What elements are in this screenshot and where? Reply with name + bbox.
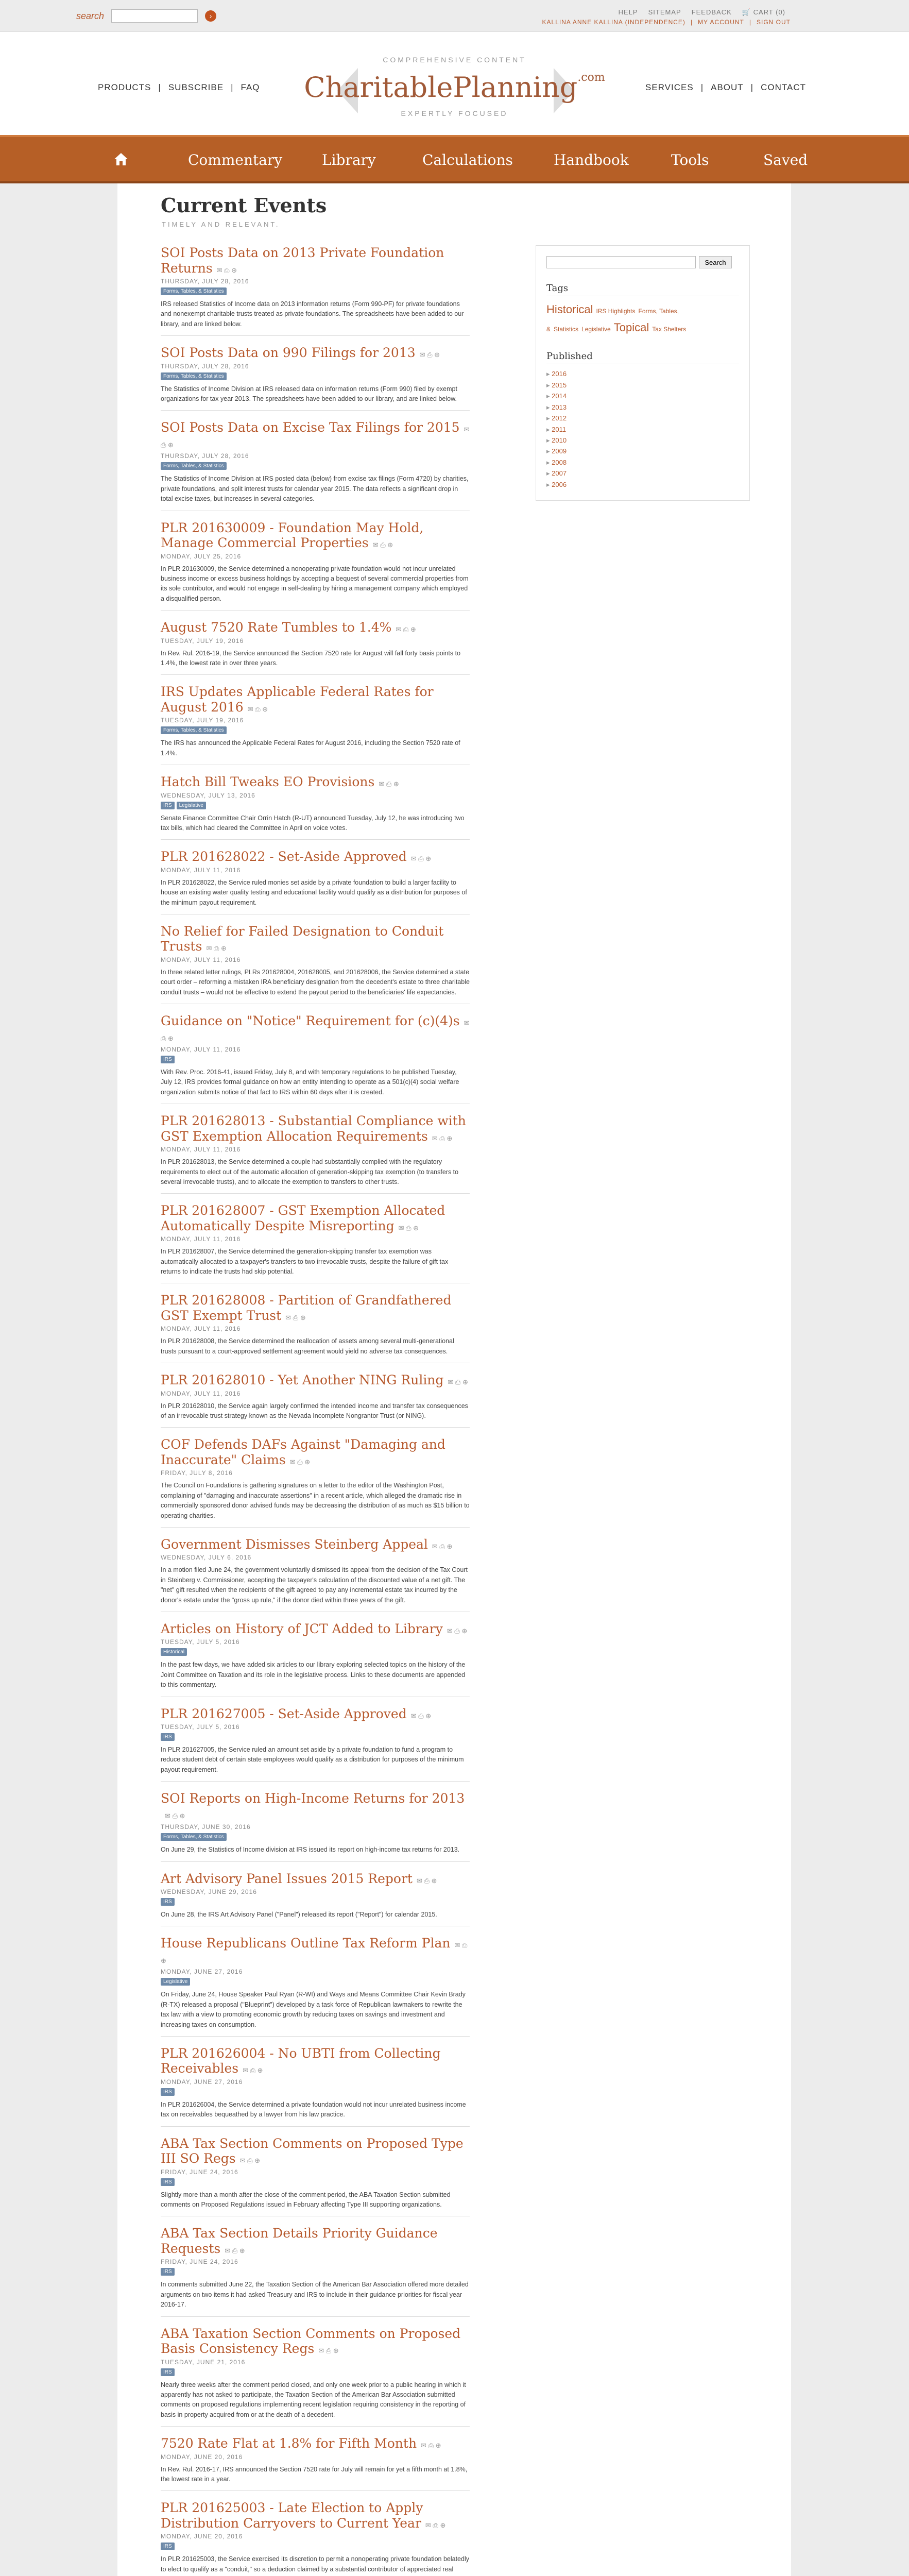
share-icons[interactable]: ✉ ⎙ ⊕: [161, 1019, 470, 1042]
published-year-link[interactable]: ▸ 2011: [546, 424, 739, 435]
article-list: [161, 245, 470, 2576]
share-icons[interactable]: ✉ ⎙ ⊕: [416, 1876, 437, 1885]
top-utility-bar: [0, 0, 909, 32]
article-title-text: COF Defends DAFs Against "Damaging and Inaccurate" Claims: [161, 1437, 445, 1467]
article-title[interactable]: [161, 520, 470, 551]
article-title-text: PLR 201628007 - GST Exemption Allocated Automatically Despite Misreporting: [161, 1203, 445, 1233]
feedback-link[interactable]: FEEDBACK: [691, 8, 732, 16]
article-tags: [161, 462, 470, 470]
share-icons[interactable]: ✉ ⎙ ⊕: [243, 2066, 263, 2075]
article-tag[interactable]: Legislative: [161, 1978, 190, 1986]
article-summary: The IRS has announced the Applicable Federal Rates for August 2016, including the Section 7520 rate of 1.4%.: [161, 739, 460, 757]
share-icons[interactable]: ✉ ⎙ ⊕: [372, 541, 393, 549]
article-item: [161, 1621, 470, 1697]
search-go-button[interactable]: [205, 10, 216, 22]
article-tags: [161, 2088, 470, 2096]
article-summary: In PLR 201628010, the Service again largely confirmed the intended income and transfer tax consequences of an irrevocable trust strategy known as the Nevada Incomplete Nongrantor Trust (or NING).: [161, 1402, 468, 1419]
article-title-text: Articles on History of JCT Added to Library: [161, 1621, 443, 1636]
article-title[interactable]: [161, 1437, 470, 1467]
my-account-link[interactable]: MY ACCOUNT: [698, 19, 744, 26]
article-summary: On June 28, the IRS Art Advisory Panel ("Panel") released its report ("Report") for calendar 2015.: [161, 1911, 437, 1918]
cart-icon: 🛒: [742, 8, 753, 16]
article-tag[interactable]: IRS: [161, 1056, 175, 1063]
search-label: search: [76, 10, 105, 21]
article-summary: In PLR 201625003, the Service exercised its discretion to permit a nonoperating private foundation belatedly to elect to qualify as a "conduit," so a deduction claimed by a substantial contributor of appreciated real: [161, 2555, 469, 2573]
article-tag[interactable]: Forms, Tables, & Statistics: [161, 1833, 227, 1841]
article-title[interactable]: [161, 849, 470, 865]
article-date: TUESDAY, JULY 5, 2016: [161, 1638, 240, 1646]
article-date: FRIDAY, JUNE 24, 2016: [161, 2258, 238, 2266]
share-icons[interactable]: ✉ ⎙ ⊕: [432, 1134, 453, 1142]
article-summary: Nearly three weeks after the comment period closed, and only one week prior to a public hearing in which it apparently has not asked to participate, the Taxation Section of the American Bar Association submitted comments on proposed regulations implementing recent legislation requiring consistency in the reporting of basis in property acquired from or at the death of a decedent.: [161, 2381, 466, 2418]
article-date: WEDNESDAY, JUNE 29, 2016: [161, 1888, 257, 1895]
article-title[interactable]: [161, 1113, 470, 1144]
site-header: [0, 32, 909, 135]
article-summary: In PLR 201628013, the Service determined a couple had substantially complied with the regulatory requirements to elect out of the automatic allocation of generation-skipping tax exemption (to transfers to several irrevocable trusts), and to allocate the exemption to transfers to other trusts.: [161, 1158, 459, 1185]
share-icons[interactable]: ✉ ⎙ ⊕: [161, 426, 470, 449]
share-icons[interactable]: ✉ ⎙ ⊕: [318, 2347, 339, 2354]
utility-links: [619, 8, 785, 16]
article-title-text: PLR 201628013 - Substantial Compliance with GST Exemption Allocation Requirements: [161, 1113, 466, 1144]
article-title-text: SOI Reports on High-Income Returns for 2013: [161, 1791, 465, 1806]
article-item: [161, 2500, 470, 2576]
article-tags: [161, 2368, 470, 2376]
article-date: MONDAY, JUNE 27, 2016: [161, 2078, 243, 2086]
article-tags: [161, 2543, 470, 2550]
article-date: MONDAY, JUNE 27, 2016: [161, 1968, 243, 1976]
article-summary: The Statistics of Income Division at IRS posted data (below) from excise tax filings (Form 4720) by charities, private foundations, and split interest trusts for calendar year 2015. The data reflects a significant drop in total excise taxes, but increases in several categories.: [161, 475, 469, 503]
article-title-text: IRS Updates Applicable Federal Rates for August 2016: [161, 684, 434, 715]
published-years: [546, 368, 739, 490]
tag-cloud: [546, 300, 739, 336]
nav-subscribe[interactable]: SUBSCRIBE: [168, 82, 224, 92]
article-title-text: SOI Posts Data on 2013 Private Foundation Returns: [161, 245, 444, 276]
tag-cloud-item[interactable]: Historical: [546, 303, 593, 316]
article-title-text: SOI Posts Data on Excise Tax Filings for 2015: [161, 420, 460, 435]
sidebar-search-input[interactable]: [546, 256, 696, 268]
tag-cloud-item[interactable]: Forms, Tables, &: [546, 308, 679, 333]
article-title-text: 7520 Rate Flat at 1.8% for Fifth Month: [161, 2436, 417, 2451]
article-date: THURSDAY, JULY 28, 2016: [161, 278, 249, 285]
article-tags: [161, 1733, 470, 1741]
article-date: MONDAY, JULY 11, 2016: [161, 1046, 241, 1053]
article-title-text: PLR 201628010 - Yet Another NING Ruling: [161, 1372, 444, 1388]
nav-faq[interactable]: FAQ: [241, 82, 260, 92]
article-title[interactable]: [161, 345, 470, 361]
cart-label: CART (0): [753, 8, 785, 16]
nav-library[interactable]: Library: [322, 151, 376, 168]
article-item: [161, 2136, 470, 2217]
nav-contact[interactable]: CONTACT: [761, 82, 806, 92]
article-item: [161, 420, 470, 511]
article-item: [161, 1871, 470, 1927]
article-tags: [161, 372, 470, 380]
article-summary: In comments submitted June 22, the Taxation Section of the American Bar Association offered more detailed arguments on two items it had asked Treasury and IRS to include in their guidance priorities for fiscal year 2016-17.: [161, 2281, 469, 2309]
article-item: [161, 1013, 470, 1104]
article-title-text: August 7520 Rate Tumbles to 1.4%: [161, 620, 392, 635]
user-links: [542, 19, 791, 26]
article-title-text: PLR 201628022 - Set-Aside Approved: [161, 849, 407, 865]
share-icons[interactable]: ✉ ⎙ ⊕: [447, 1626, 468, 1635]
article-title-text: PLR 201625003 - Late Election to Apply Distribution Carryovers to Current Year: [161, 2500, 423, 2531]
sign-out-link[interactable]: SIGN OUT: [756, 19, 791, 26]
article-tags: [161, 1898, 470, 1906]
article-date: WEDNESDAY, JULY 6, 2016: [161, 1554, 252, 1562]
share-icons[interactable]: ✉ ⎙ ⊕: [165, 1811, 185, 1820]
user-name-link[interactable]: KALLINA ANNE KALLINA (INDEPENDENCE): [542, 19, 685, 26]
article-tags: [161, 1056, 470, 1063]
article-tag[interactable]: IRS: [161, 802, 175, 809]
article-title-text: PLR 201627005 - Set-Aside Approved: [161, 1706, 407, 1721]
article-title-text: Hatch Bill Tweaks EO Provisions: [161, 774, 375, 789]
sidebar: [536, 245, 750, 501]
article-summary: In PLR 201628022, the Service ruled monies set aside by a private foundation to build a larger facility to house an existing water quality testing and educational facility would qualify as a distribution for purposes of the minimum payout requirement.: [161, 878, 467, 906]
article-item: [161, 245, 470, 336]
article-item: [161, 345, 470, 411]
article-tag[interactable]: Forms, Tables, & Statistics: [161, 462, 227, 470]
page-title: Current Events: [161, 194, 327, 217]
article-summary: In PLR 201626004, the Service determined a private foundation would not incur unrelated business income tax on receivables bequeathed by a lawyer from his law practice.: [161, 2100, 466, 2119]
main-navigation: [0, 135, 909, 183]
share-icons[interactable]: ✉ ⎙ ⊕: [206, 944, 227, 953]
tag-cloud-item[interactable]: Legislative: [581, 326, 611, 333]
article-date: MONDAY, JULY 11, 2016: [161, 866, 241, 874]
article-title[interactable]: [161, 2226, 470, 2256]
article-tag[interactable]: Forms, Tables, & Statistics: [161, 726, 227, 734]
article-date: THURSDAY, JULY 28, 2016: [161, 452, 249, 460]
nav-services[interactable]: SERVICES: [645, 82, 694, 92]
published-year-link[interactable]: ▸ 2015: [546, 380, 739, 391]
share-icons[interactable]: ✉ ⎙ ⊕: [425, 2521, 446, 2529]
article-date: TUESDAY, JULY 5, 2016: [161, 1723, 240, 1731]
article-tag[interactable]: IRS: [161, 2368, 175, 2376]
article-item: [161, 849, 470, 914]
article-title-text: Guidance on "Notice" Requirement for (c)(4)s: [161, 1013, 460, 1028]
tags-heading: Tags: [546, 283, 739, 296]
article-summary: In PLR 201628007, the Service determined the generation-skipping transfer tax exemption was automatically allocated to a taxpayer's transfers to two irrevocable trusts, despite the failure of gift tax returns to indicate the trusts had skip potential.: [161, 1248, 449, 1275]
published-heading: Published: [546, 351, 739, 364]
article-date: TUESDAY, JULY 19, 2016: [161, 717, 244, 724]
article-item: [161, 1936, 470, 2037]
separator: |: [690, 19, 693, 26]
tag-cloud-item[interactable]: Statistics: [554, 326, 579, 333]
nav-tools[interactable]: Tools: [671, 151, 709, 168]
separator: |: [700, 82, 704, 92]
article-tags: [161, 1978, 470, 1986]
article-item: [161, 1537, 470, 1612]
article-summary: On Friday, June 24, House Speaker Paul Ryan (R-WI) and Ways and Means Committee Chair Kevin Brady (R-TX) released a proposal ("Blueprint") developed by a task force of Republican lawmakers to rewrite the tax law with a view to promoting economic growth by reducing taxes on savings and investment and increasing taxes on consumption.: [161, 1991, 466, 2028]
article-summary: In three related letter rulings, PLRs 201628004, 201628005, and 201628006, the Service determined a state court order – reforming a mistaken IRA beneficiary designation from the decedent's estate to three charitable conduit trusts – would not be effective to extend the payout period to the beneficiaries' life expectancies.: [161, 968, 470, 996]
article-date: MONDAY, JULY 11, 2016: [161, 956, 241, 963]
nav-calculations[interactable]: Calculations: [422, 151, 513, 168]
article-title[interactable]: [161, 1537, 470, 1552]
sidebar-search: [546, 256, 739, 268]
article-title-text: House Republicans Outline Tax Reform Plan: [161, 1936, 451, 1951]
article-title-text: SOI Posts Data on 990 Filings for 2013: [161, 345, 416, 361]
article-item: [161, 620, 470, 675]
article-tags: [161, 1648, 470, 1656]
article-date: THURSDAY, JUNE 30, 2016: [161, 1823, 251, 1831]
tagline-bottom: EXPERTLY FOCUSED: [401, 109, 508, 117]
article-summary: In Rev. Rul. 2016-19, the Service announced the Section 7520 rate for August will fall forty basis points to 1.4%, the lowest rate in over three years.: [161, 649, 461, 667]
article-item: [161, 684, 470, 765]
article-item: [161, 2326, 470, 2427]
article-title[interactable]: [161, 1791, 470, 1821]
separator: |: [750, 82, 754, 92]
article-summary: IRS released Statistics of Income data on 2013 information returns (Form 990-PF) for private foundations and nonexempt charitable trusts treated as private foundations. The spreadsheets have been added to our library, and are linked below.: [161, 300, 464, 328]
article-title-text: ABA Taxation Section Comments on Proposed Basis Consistency Regs: [161, 2326, 461, 2356]
article-tag[interactable]: Legislative: [177, 802, 206, 809]
search-input[interactable]: [111, 9, 198, 23]
article-title[interactable]: [161, 245, 470, 276]
article-tag[interactable]: Historical: [161, 1648, 187, 1656]
article-summary: With Rev. Proc. 2016-41, issued Friday, July 8, and with temporary regulations to be published Tuesday, July 12, IRS provides formal guidance on how an entity intending to operate as a 501(c)(4) social welfare organization submits notice of that fact to IRS within 60 days after it is created.: [161, 1069, 459, 1096]
article-title[interactable]: [161, 774, 470, 790]
article-date: MONDAY, JULY 25, 2016: [161, 552, 242, 560]
article-tag[interactable]: IRS: [161, 1898, 175, 1906]
article-date: FRIDAY, JUNE 24, 2016: [161, 2168, 238, 2176]
article-tag[interactable]: IRS: [161, 2178, 175, 2186]
published-year-link[interactable]: ▸ 2016: [546, 368, 739, 379]
nav-products[interactable]: PRODUCTS: [98, 82, 151, 92]
article-date: TUESDAY, JULY 19, 2016: [161, 637, 244, 645]
logo-com: .com: [577, 71, 605, 84]
share-icons[interactable]: ✉ ⎙ ⊕: [225, 2246, 245, 2255]
article-tag[interactable]: Forms, Tables, & Statistics: [161, 287, 227, 295]
article-item: [161, 924, 470, 1004]
nav-saved[interactable]: Saved: [763, 151, 808, 168]
article-title[interactable]: [161, 2046, 470, 2076]
article-title[interactable]: [161, 620, 470, 635]
article-summary: Slightly more than a month after the close of the comment period, the ABA Taxation Section submitted comments on Proposed Regulations issued in February affecting Type III supporting organizations.: [161, 2191, 451, 2208]
article-title-text: PLR 201630009 - Foundation May Hold, Manage Commercial Properties: [161, 520, 424, 550]
article-date: TUESDAY, JUNE 21, 2016: [161, 2358, 246, 2366]
article-tag[interactable]: Forms, Tables, & Statistics: [161, 372, 227, 380]
article-item: [161, 1706, 470, 1782]
logo-text: CharitablePlanning: [304, 71, 578, 104]
article-tag[interactable]: IRS: [161, 1733, 175, 1741]
article-summary: Senate Finance Committee Chair Orrin Hatch (R-UT) announced Tuesday, July 12, he was introducing two tax bills, which had cleared the Committee in April on voice votes.: [161, 814, 465, 832]
article-title-text: ABA Tax Section Comments on Proposed Type III SO Regs: [161, 2136, 464, 2166]
tag-cloud-item[interactable]: Topical: [613, 321, 649, 334]
article-tags: [161, 2268, 470, 2276]
share-icons[interactable]: ✉ ⎙ ⊕: [247, 705, 268, 713]
article-title[interactable]: [161, 1621, 470, 1637]
article-tags: [161, 802, 470, 809]
article-date: MONDAY, JUNE 20, 2016: [161, 2453, 243, 2461]
article-tags: [161, 287, 470, 295]
share-icons[interactable]: ✉ ⎙ ⊕: [419, 351, 440, 359]
share-icons[interactable]: ✉ ⎙ ⊕: [161, 1941, 468, 1964]
article-tags: [161, 1833, 470, 1841]
article-tag[interactable]: IRS: [161, 2088, 175, 2096]
article-summary: In PLR 201627005, the Service ruled an amount set aside by a private foundation to fund a program to reduce student debt of certain state employees would qualify as a distribution for purposes of the minimum payout requirement.: [161, 1746, 464, 1773]
article-title-text: Government Dismisses Steinberg Appeal: [161, 1536, 428, 1552]
article-summary: In a motion filed June 24, the government voluntarily dismissed its appeal from the decision of the Tax Court in Steinberg v. Commissioner, accepting the taxpayer's calculation of the discounted value of a net gift. The "net" gift resulted when the recipients of the gift agreed to pay any incremental estate tax incurred by the donor's estate under the "gross up rule," if the donor died within three years of the gift.: [161, 1566, 468, 1604]
tag-cloud-item[interactable]: Tax Shelters: [652, 326, 687, 333]
arrow-right-icon: ›: [209, 12, 212, 20]
article-title[interactable]: [161, 924, 470, 954]
separator: |: [158, 82, 161, 92]
article-date: MONDAY, JULY 11, 2016: [161, 1235, 241, 1243]
share-icons[interactable]: ✉ ⎙ ⊕: [448, 1378, 468, 1386]
top-search: [76, 9, 216, 23]
article-title-text: PLR 201626004 - No UBTI from Collecting Receivables: [161, 2045, 441, 2076]
article-item: [161, 1113, 470, 1194]
article-item: [161, 2226, 470, 2316]
article-title[interactable]: [161, 1013, 470, 1044]
article-title[interactable]: [161, 1706, 470, 1722]
article-tags: [161, 726, 470, 734]
share-icons[interactable]: ✉ ⎙ ⊕: [398, 1224, 419, 1232]
article-item: [161, 1437, 470, 1528]
nav-commentary[interactable]: Commentary: [188, 151, 283, 168]
tagline-top: COMPREHENSIVE CONTENT: [383, 56, 526, 64]
article-summary: In PLR 201630009, the Service determined a nonoperating private foundation would not incur unrelated business income or excess business holdings by accepting a bequest of several commercial properties from its sole contributor, and would not engage in self-dealing by hiring a management company which employed a disqualified person.: [161, 565, 469, 602]
article-title[interactable]: [161, 1293, 470, 1323]
share-icons[interactable]: ✉ ⎙ ⊕: [379, 780, 399, 788]
header-nav-right: [645, 82, 806, 93]
article-summary: The Council on Foundations is gathering signatures on a letter to the editor of the Washington Post, complaining of "damaging and inaccurate assertions" in a recent article, which alleged the dramatic rise in commercially sponsored donor advised funds may be decreasing the distribution of as much as $15 billion to operating charities.: [161, 1482, 470, 1519]
article-date: MONDAY, JULY 11, 2016: [161, 1325, 241, 1333]
article-item: [161, 520, 470, 611]
share-icons[interactable]: ✉ ⎙ ⊕: [396, 625, 416, 633]
article-title-text: ABA Tax Section Details Priority Guidance Requests: [161, 2226, 438, 2256]
tag-cloud-item[interactable]: IRS Highlights: [596, 308, 636, 315]
article-summary: In PLR 201628008, the Service determined the reallocation of assets among several multi-generational trusts pursuant to a court-approved settlement agreement would yield no adverse tax consequences.: [161, 1337, 454, 1355]
article-title[interactable]: [161, 1372, 470, 1388]
article-item: [161, 1293, 470, 1363]
article-title-text: PLR 201628008 - Partition of Grandfathered GST Exempt Trust: [161, 1293, 452, 1323]
sitemap-link[interactable]: SITEMAP: [648, 8, 681, 16]
article-item: [161, 774, 470, 840]
share-icons[interactable]: ✉ ⎙ ⊕: [239, 2157, 261, 2165]
article-date: MONDAY, JULY 11, 2016: [161, 1389, 241, 1397]
share-icons[interactable]: ✉ ⎙ ⊕: [289, 1458, 311, 1466]
article-title[interactable]: [161, 2436, 470, 2451]
article-item: [161, 1372, 470, 1428]
published-year-link[interactable]: ▸ 2012: [546, 413, 739, 423]
published-year-link[interactable]: ▸ 2007: [546, 468, 739, 479]
published-year-link[interactable]: ▸ 2006: [546, 479, 739, 490]
share-icons[interactable]: ✉ ⎙ ⊕: [421, 2442, 441, 2449]
nav-about[interactable]: ABOUT: [711, 82, 744, 92]
separator: |: [231, 82, 234, 92]
published-year-link[interactable]: ▸ 2013: [546, 402, 739, 413]
article-title[interactable]: [161, 1203, 470, 1233]
article-date: FRIDAY, JULY 8, 2016: [161, 1469, 233, 1477]
article-item: [161, 1791, 470, 1861]
article-item: [161, 1203, 470, 1283]
published-year-link[interactable]: ▸ 2010: [546, 435, 739, 446]
article-title[interactable]: [161, 2136, 470, 2166]
article-item: [161, 2436, 470, 2491]
article-summary: In the past few days, we have added six articles to our library exploring selected topics on the history of the Joint Committee on Taxation and its role in the legislative process. Links to these documents are appended to this commentary.: [161, 1661, 466, 1689]
article-title[interactable]: [161, 1936, 470, 1966]
page-subtitle: TIMELY AND RELEVANT.: [162, 221, 280, 228]
separator: |: [749, 19, 751, 26]
home-icon[interactable]: [113, 151, 129, 167]
article-title[interactable]: [161, 1871, 470, 1887]
share-icons[interactable]: ✉ ⎙ ⊕: [432, 1542, 453, 1550]
main-content: [117, 183, 791, 2576]
article-summary: The Statistics of Income Division at IRS released data on information returns (Form 990) filed by exempt organizations for tax year 2013. The spreadsheets have been added to our library, and are linked below.: [161, 385, 457, 402]
article-date: MONDAY, JULY 11, 2016: [161, 1146, 241, 1154]
article-date: WEDNESDAY, JULY 13, 2016: [161, 791, 255, 799]
article-title[interactable]: [161, 2326, 470, 2357]
article-summary: In Rev. Rul. 2016-17, IRS announced the Section 7520 rate for July will remain for yet a fifth month at 1.8%, the lowest rate in a year.: [161, 2465, 468, 2483]
share-icons[interactable]: ✉ ⎙ ⊕: [410, 1711, 432, 1720]
sidebar-search-button[interactable]: Search: [699, 256, 732, 268]
article-title-text: No Relief for Failed Designation to Conduit Trusts: [161, 923, 444, 954]
article-tags: [161, 2178, 470, 2186]
share-icons[interactable]: ✉ ⎙ ⊕: [285, 1313, 306, 1321]
share-icons[interactable]: ✉ ⎙ ⊕: [216, 266, 237, 274]
help-link[interactable]: HELP: [618, 8, 638, 16]
published-year-link[interactable]: ▸ 2014: [546, 391, 739, 401]
article-tag[interactable]: IRS: [161, 2543, 175, 2550]
article-date: THURSDAY, JULY 28, 2016: [161, 362, 249, 370]
article-title[interactable]: [161, 420, 470, 450]
nav-handbook[interactable]: Handbook: [554, 151, 629, 168]
article-title[interactable]: [161, 684, 470, 715]
share-icons[interactable]: ✉ ⎙ ⊕: [410, 855, 432, 863]
published-year-link[interactable]: ▸ 2008: [546, 457, 739, 468]
article-tag[interactable]: IRS: [161, 2268, 175, 2276]
published-year-link[interactable]: ▸ 2009: [546, 446, 739, 456]
article-title-text: Art Advisory Panel Issues 2015 Report: [161, 1871, 413, 1886]
article-item: [161, 2046, 470, 2127]
article-title[interactable]: [161, 2500, 470, 2531]
article-date: MONDAY, JUNE 20, 2016: [161, 2533, 243, 2540]
header-nav-left: [98, 82, 260, 93]
cart-link[interactable]: [742, 8, 785, 16]
article-summary: On June 29, the Statistics of Income division at IRS issued its report on high-income tax returns for 2013.: [161, 1846, 460, 1854]
